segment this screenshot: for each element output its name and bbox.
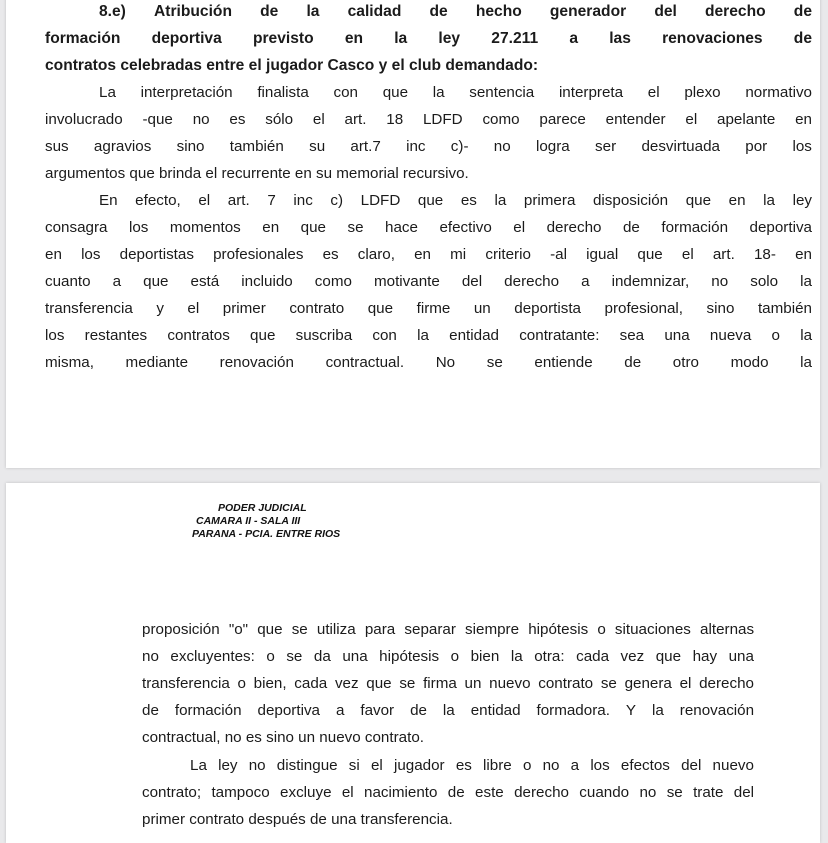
text-line: sus agravios sino también su art.7 inc c)- no logra ser desvirtuada por los xyxy=(45,138,812,155)
paragraph xyxy=(45,187,812,376)
letterhead-line-1: PODER JUDICIAL xyxy=(218,502,307,514)
text-line: contratos celebradas entre el jugador Casco y el club demandado: xyxy=(45,57,539,74)
text-line: La ley no distingue si el jugador es libre o no a los efectos del nuevo xyxy=(190,757,754,774)
document-page-2 xyxy=(6,483,820,843)
document-page-1 xyxy=(6,0,820,468)
text-line: no excluyentes: o se da una hipótesis o bien la otra: cada vez que hay una xyxy=(142,648,754,665)
text-line: En efecto, el art. 7 inc c) LDFD que es la primera disposición que en la ley xyxy=(99,192,812,209)
text-line: La interpretación finalista con que la sentencia interpreta el plexo normativo xyxy=(99,84,812,101)
section-heading xyxy=(45,0,812,79)
paragraph xyxy=(142,616,754,751)
text-line: involucrado -que no es sólo el art. 18 LDFD como parece entender el apelante en xyxy=(45,111,813,128)
text-line: los restantes contratos que suscriba con la entidad contratante: sea una nueva o la xyxy=(45,327,813,344)
letterhead-line-3: PARANA - PCIA. ENTRE RIOS xyxy=(192,528,341,540)
text-line: transferencia o bien, cada vez que se firma un nuevo contrato se genera el derecho xyxy=(142,675,754,692)
letterhead-line-2: CAMARA II - SALA III xyxy=(196,515,301,527)
paragraph xyxy=(142,752,754,833)
paragraph xyxy=(45,79,812,187)
text-line: primer contrato después de una transferencia. xyxy=(142,811,453,828)
text-line: 8.e) Atribución de la calidad de hecho generador del derecho de xyxy=(99,3,812,20)
text-line: argumentos que brinda el recurrente en su memorial recursivo. xyxy=(45,165,469,182)
text-line: formación deportiva previsto en la ley 27.211 a las renovaciones de xyxy=(45,30,812,47)
text-line: consagra los momentos en que se hace efectivo el derecho de formación deportiva xyxy=(45,219,812,236)
text-line: misma, mediante renovación contractual. No se entiende de otro modo la xyxy=(45,354,812,371)
text-line: de formación deportiva a favor de la entidad formadora. Y la renovación xyxy=(142,702,755,719)
text-line: transferencia y el primer contrato que firme un deportista profesional, sino también xyxy=(45,300,812,317)
text-line: contractual, no es sino un nuevo contrato. xyxy=(142,729,424,746)
text-line: proposición "o" que se utiliza para separar siempre hipótesis o situaciones alternas xyxy=(142,621,755,638)
court-letterhead xyxy=(6,502,406,547)
text-line: contrato; tampoco excluye el nacimiento de este derecho cuando no se trate del xyxy=(142,784,755,801)
text-line: cuanto a que está incluido como motivante del derecho a indemnizar, no solo la xyxy=(45,273,812,290)
text-line: en los deportistas profesionales es claro, en mi criterio -al igual que el art. 18- en xyxy=(45,246,812,263)
